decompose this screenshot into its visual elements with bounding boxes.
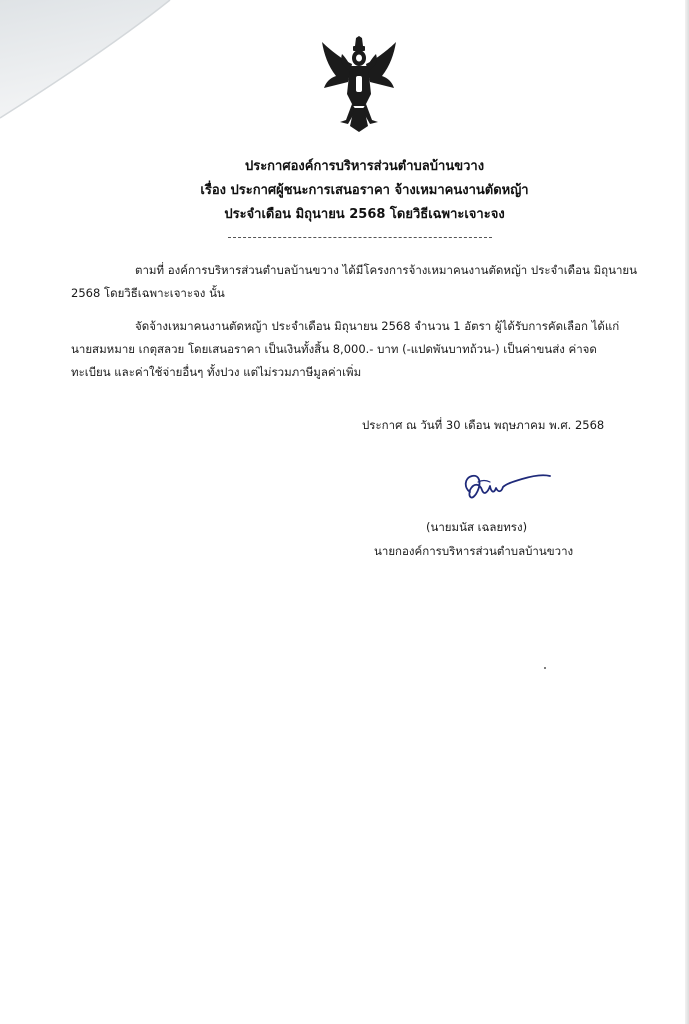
paragraph-2-line-2: นายสมหมาย เกตุสลวย โดยเสนอราคา เป็นเงินทั้งสิ้น 8,000.- บาท (-แปดพันบาทถ้วน-) เป็นค่าขนส่ง ค่าจด — [71, 342, 597, 356]
garuda-emblem-icon — [318, 36, 400, 134]
paragraph-1-line-1: ตามที่ องค์การบริหารส่วนตำบลบ้านขวาง ได้มีโครงการจ้างเหมาคนงานตัดหญ้า ประจำเดือน มิถุนายน — [135, 263, 638, 277]
announcement-date: ประกาศ ณ วันที่ 30 เดือน พฤษภาคม พ.ศ. 2568 — [362, 418, 605, 432]
paragraph-1-line-2: 2568 โดยวิธีเฉพาะเจาะจง นั้น — [71, 286, 225, 300]
paragraph-2-line-1: จัดจ้างเหมาคนงานตัดหญ้า ประจำเดือน มิถุนายน 2568 จำนวน 1 อัตรา ผู้ได้รับการคัดเลือก ได้แก่ — [135, 319, 620, 333]
signatory-title: นายกองค์การบริหารส่วนตำบลบ้านขวาง — [374, 544, 574, 558]
paper-edge — [685, 0, 689, 1024]
document-subject: เรื่อง ประกาศผู้ชนะการเสนอราคา จ้างเหมาคนงานตัดหญ้า — [200, 183, 529, 198]
document-title: ประกาศองค์การบริหารส่วนตำบลบ้านขวาง — [244, 159, 485, 174]
document-period: ประจำเดือน มิถุนายน 2568 โดยวิธีเฉพาะเจาะจง — [224, 207, 505, 222]
signatory-name: (นายมนัส เฉลยทรง) — [426, 520, 528, 534]
paragraph-2-line-3: ทะเบียน และค่าใช้จ่ายอื่นๆ ทั้งปวง แต่ไม่รวมภาษีมูลค่าเพิ่ม — [71, 365, 362, 379]
handwritten-signature — [460, 470, 556, 506]
scan-speck — [544, 667, 546, 669]
divider — [228, 237, 492, 238]
